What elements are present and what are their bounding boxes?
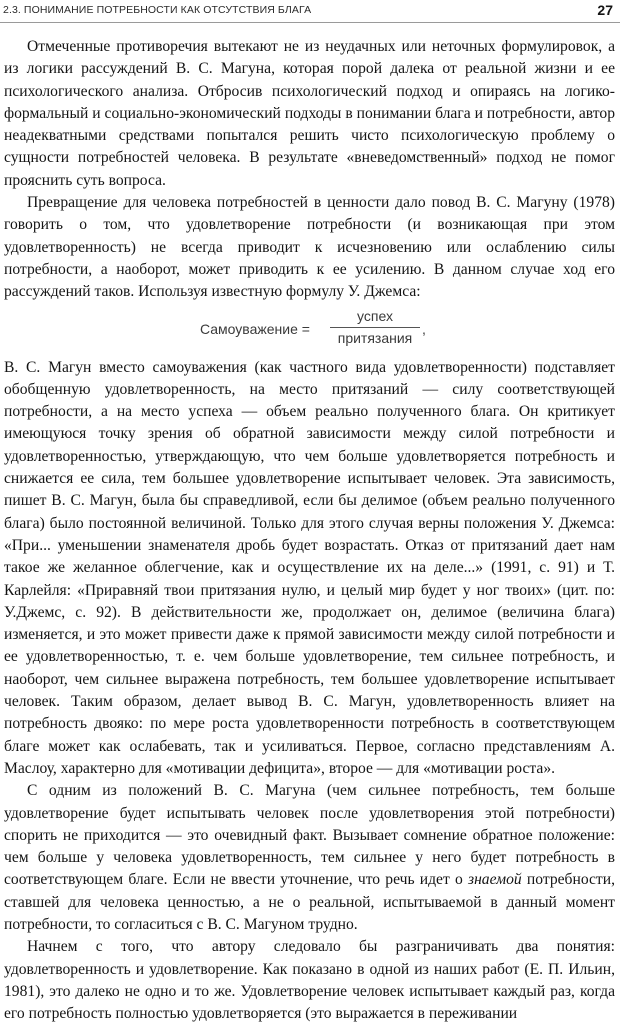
formula-denominator: притязания — [337, 329, 413, 346]
james-formula — [4, 308, 615, 352]
running-head: 2.3. ПОНИМАНИЕ ПОТРЕБНОСТИ КАК ОТСУТСТВИЯ БЛАГА — [3, 4, 312, 16]
paragraph: В. С. Магун вместо самоуважения (как частного вида удовлетворенности) подставляет обобщенную удовлетворенность, на место притязаний — силу соответствующей потребности, а на место успеха — объем реально полученного блага. Он критикует имеющуюся точку зрения об обратной зависимости между силой потребности и удовлетворенностью, утверждающую, что чем больше удовлетворяется потребность и снижается ее сила, тем большее удовлетворение испытывает человек. Эта зависимость, пишет В. С. Магун, была бы справедливой, если бы делимое (объем реально полученного блага) было постоянной величиной. Только для этого случая верны положения У. Джемса: «При... уменьшении знаменателя дробь будет возрастать. Отказ от притязаний дает нам такое же желанное облегчение, как и осуществление их на деле...» (1991, с. 91) и Т. Карлейля: «Приравняй твои притязания нулю, и целый мир будет у ног твоих» (цит. по: У.Джемс, с. 92). В действительности же, продолжает он, делимое (величина блага) изменяется, и это может привести даже к прямой зависимости между силой потребности и ее удовлетворенностью, т. е. чем больше удовлетворение, тем сильнее потребность, и наоборот, чем сильнее выражена потребность, тем большее удовлетворение испытывает человек. Таким образом, делает вывод В. С. Магун, удовлетворенность влияет на потребность двояко: по мере роста удовлетворенности потребность в соответствующем благе может как ослабевать, так и усиливаться. Первое, согласно представлениям А. Маслоу, характерно для «мотивации дефицита», второе — для «мотивации роста». — [4, 358, 615, 777]
formula-comma: , — [422, 320, 426, 337]
page-header — [0, 0, 620, 23]
page-number: 27 — [597, 2, 613, 18]
formula-numerator: успех — [357, 307, 393, 324]
paragraph: Превращение для человека потребностей в ценности дало повод В. С. Магуну (1978) говорить о том, что удовлетворение потребности (и возникающая при этом удовлетворенность) не всегда приводит к исчезновению или ослаблению силы потребности, а наоборот, может приводить к ее усилению. В данном случае ход его рассуждений таков. Используя известную формулу У. Джемса: — [4, 194, 615, 301]
paragraph-text: потребности, ставшей для человека ценностью, а не о реальной, испытываемой в данный момент потребности, то согласиться с В. С. Магуном трудно. — [4, 871, 615, 933]
paragraph: Отмеченные противоречия вытекают не из неудачных или неточных формулировок, а из логики рассуждений В. С. Магуна, которая порой далека от реальной жизни и ее психологического анализа. Отбросив психологический подход и опираясь на логико-формальный и социально-экономический подходы в понимании блага и потребности, автор неадекватными средствами попытался решить чисто психологическую проблему о сущности потребностей человека. В результате «вневедомственный» подход не помог прояснить суть вопроса. — [4, 38, 615, 189]
paragraph — [4, 780, 615, 936]
fraction-bar — [330, 327, 420, 328]
paragraph: Начнем с того, что автору следовало бы разграничивать два понятия: удовлетворенность и удовлетворение. Как показано в одной из наших работ (Е. П. Ильин, 1981), это далеко не одно и то же. Удовлетворение человек испытывает каждый раз, когда его потребность полностью удовлетворяется (это выражается в переживании — [4, 938, 615, 1023]
formula-fraction — [330, 308, 420, 347]
page-body — [4, 36, 615, 1025]
paragraph-text: С одним из положений В. С. Магуна (чем сильнее потребность, тем больше удовлетворение будет испытывать человек после удовлетворения этой потребности) спорить не приходится — это очевидный факт. Вызывает сомнение обратное положение: чем больше у человека удовлетворенность, тем сильнее у него будет потребность в соответствующем благе. Если не ввести уточнение, что речь идет о — [4, 782, 615, 889]
emphasized-term: знаемой — [467, 871, 522, 889]
formula-label: Самоуважение = — [200, 320, 310, 337]
